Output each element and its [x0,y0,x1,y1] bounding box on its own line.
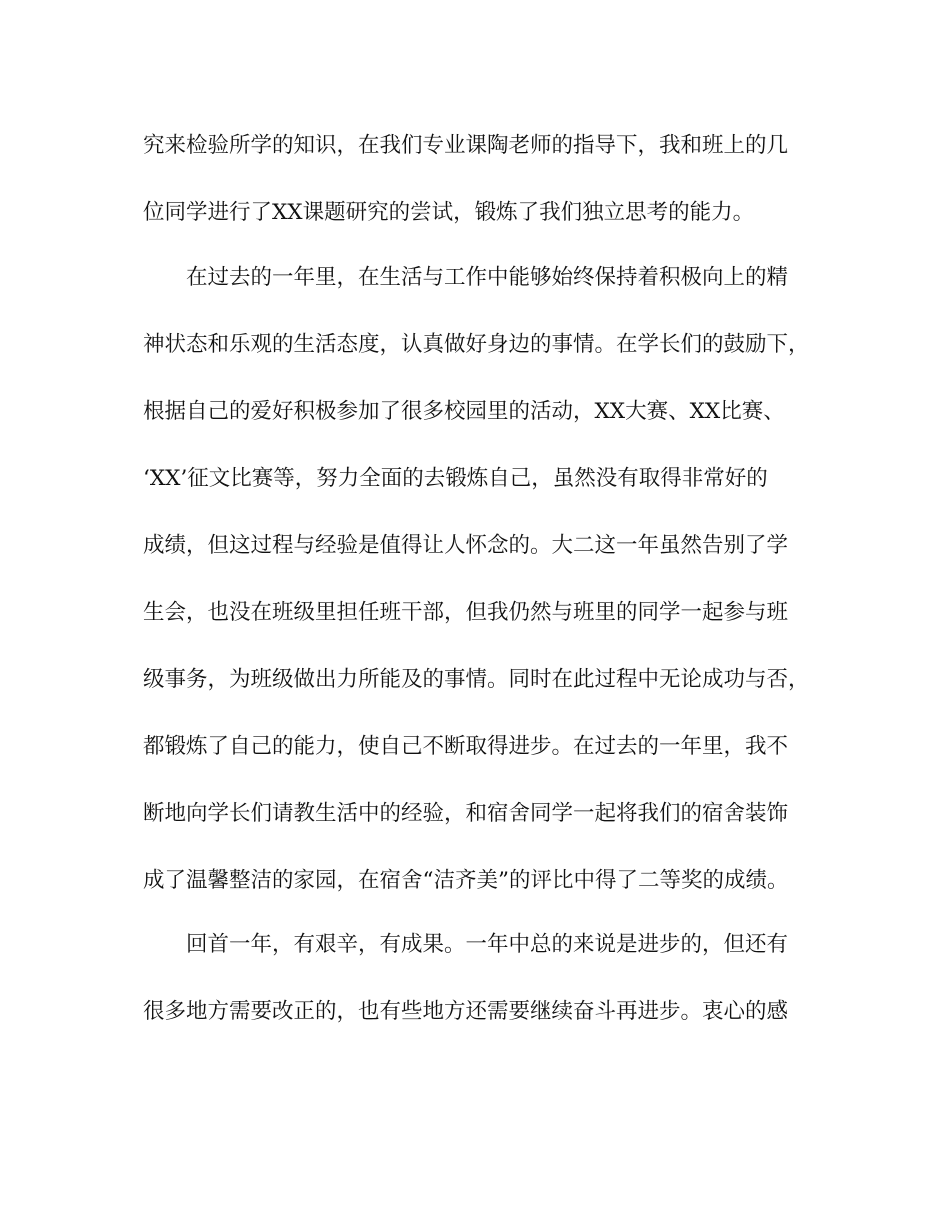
text-line: 位同学进行了XX课题研究的尝试，锻炼了我们独立思考的能力。 [143,200,755,225]
text-line: 断地向学长们请教生活中的经验，和宿舍同学一起将我们的宿舍装饰 [143,801,789,826]
text-line: 神状态和乐观的生活态度，认真做好身边的事情。在学长们的鼓励下， [143,332,810,357]
text-line: 生会，也没在班级里担任班干部，但我仍然与班里的同学一起参与班 [143,600,789,625]
text-line: ‘XX’征文比赛等，努力全面的去锻炼自己，虽然没有取得非常好的 [143,466,768,491]
text-line: 究来检验所学的知识，在我们专业课陶老师的指导下，我和班上的几 [143,133,789,158]
paragraph-first-line: 回首一年，有艰辛，有成果。一年中总的来说是进步的，但还有 [186,932,789,957]
text-line: 都锻炼了自己的能力，使自己不断取得进步。在过去的一年里，我不 [143,734,789,759]
text-line: 根据自己的爱好积极参加了很多校园里的活动，XX大赛、XX比赛、 [143,399,785,424]
text-line: 成绩，但这过程与经验是值得让人怀念的。大二这一年虽然告别了学 [143,533,789,558]
text-line: 级事务，为班级做出力所能及的事情。同时在此过程中无论成功与否， [143,667,810,692]
text-line: 很多地方需要改正的，也有些地方还需要继续奋斗再进步。衷心的感 [143,999,789,1024]
text-line: 成了温馨整洁的家园，在宿舍“洁齐美”的评比中得了二等奖的成绩。 [143,868,789,893]
paragraph-first-line: 在过去的一年里，在生活与工作中能够始终保持着积极向上的精 [186,265,789,290]
